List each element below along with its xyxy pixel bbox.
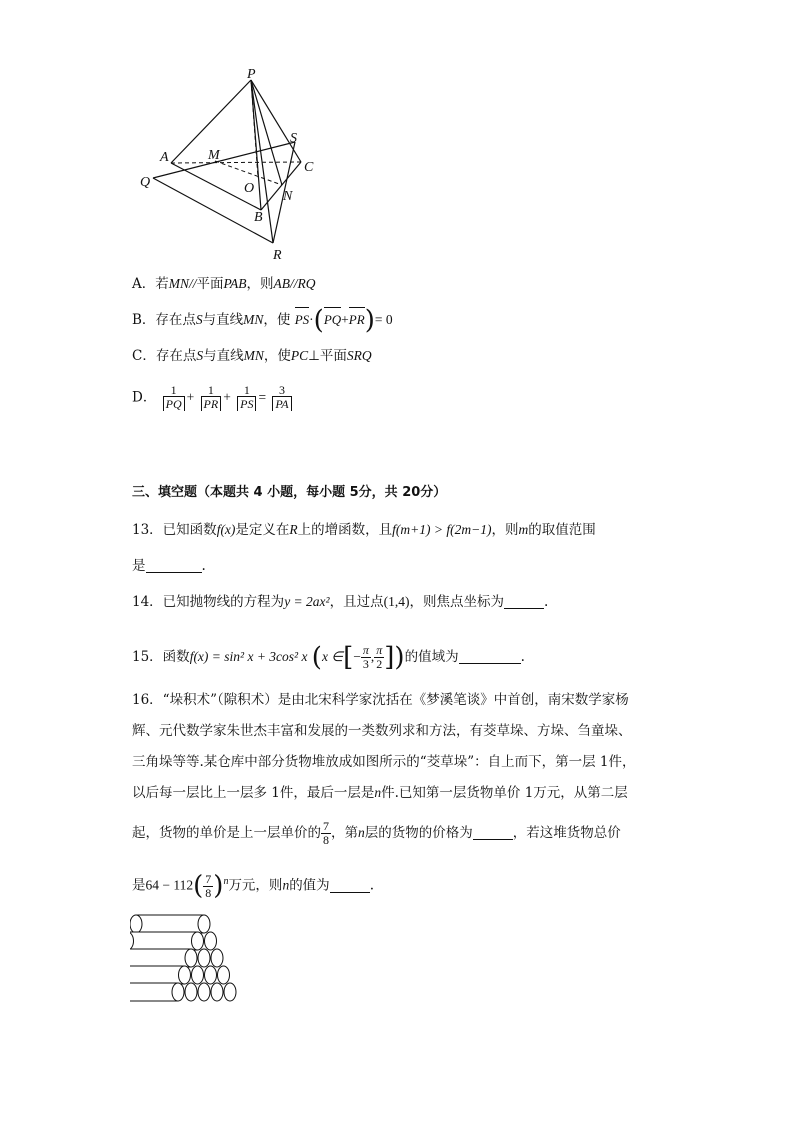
answer-blank-13[interactable] (146, 558, 202, 573)
edge-AC (171, 162, 301, 163)
term-pr: $\frac{1}{PR}$ (201, 384, 222, 412)
log-end (185, 949, 197, 967)
label-M: M (208, 148, 220, 163)
answer-blank-15[interactable] (459, 649, 521, 664)
answer-blank-16b[interactable] (330, 878, 370, 893)
log-end (192, 966, 204, 984)
log-end (192, 932, 204, 950)
log-end (211, 949, 223, 967)
question-16-line2: 辉、元代数学家朱世杰丰富和发展的一类数列求和方法，有茭草垛、方垛、刍童垛、 (132, 723, 632, 739)
log-end (211, 983, 223, 1001)
label-S: S (290, 131, 297, 146)
log-pile-figure (130, 914, 242, 1008)
label-C: C (304, 160, 314, 175)
log-back (130, 915, 142, 933)
question-14: 14．已知抛物线的方程为y = 2ax²，且过点(1,4)，则焦点坐标为 . (132, 594, 549, 610)
log-end (205, 932, 217, 950)
label-Q: Q (140, 175, 151, 190)
log-end (205, 966, 217, 984)
log-body (130, 966, 185, 984)
log-end (198, 915, 210, 933)
tetrahedron-figure (130, 60, 330, 265)
option-b: B．存在点S与直线MN，使 PS·(PQ+PR)= 0 (132, 305, 393, 336)
question-13: 13．已知函数f(x)是定义在R上的增函数，且f(m+1) > f(2m−1)，则m的取值范围 (132, 522, 596, 538)
log-end (185, 983, 197, 1001)
question-16-line5: 起，货物的单价是上一层单价的 $\frac{7}{8}$ ，第n层的货物的价格为 ，若这堆货物总价 (132, 819, 621, 847)
question-13-line2: 是 . (132, 558, 206, 574)
log-body (136, 915, 204, 933)
label-B: B (254, 210, 263, 225)
log-end (198, 983, 210, 1001)
log-end (172, 983, 184, 1001)
edge-BC (261, 162, 301, 210)
question-16-line1: 16．“垛积术”（隙积术）是由北宋科学家沈括在《梦溪笔谈》中首创，南宋数学家杨 (132, 692, 629, 708)
option-d: D． $\frac{1}{PQ}$ + $\frac{1}{PR}$ + $\frac{1}{PS}$ = $\frac{3}{PA}$ (132, 384, 294, 412)
label-R: R (273, 248, 282, 263)
answer-blank-14[interactable] (504, 594, 544, 609)
log-body (130, 983, 178, 1001)
question-16-line3: 三角垛等等.某仓库中部分货物堆放成如图所示的“茭草垛”：自上而下，第一层 1件， (132, 754, 636, 770)
term-pa: $\frac{3}{PA}$ (272, 384, 291, 412)
question-16-line4: 以后每一层比上一层多 1件，最后一层是n件.已知第一层货物单价 1万元，从第二层 (132, 785, 628, 801)
label-N: N (283, 189, 293, 204)
log-end (224, 983, 236, 1001)
log-end (179, 966, 191, 984)
option-a: A．若MN//平面PAB，则AB//RQ (132, 276, 316, 292)
option-c: C．存在点S与直线MN，使PC⊥平面SRQ (132, 348, 372, 364)
log-end (198, 949, 210, 967)
section-title: 三、填空题（本题共 4 小题，每小题 5分，共 20分） (132, 485, 447, 500)
question-16-line6: 是64 − 112( $\frac{7}{8}$ )$^n$万元，则n的值为 . (132, 871, 374, 901)
log-body (130, 949, 191, 967)
edge-PN (251, 80, 282, 185)
term-ps: $\frac{1}{PS}$ (237, 384, 256, 412)
answer-blank-16a[interactable] (473, 825, 513, 840)
term-pq: $\frac{1}{PQ}$ (163, 384, 185, 412)
log-end (218, 966, 230, 984)
label-O: O (244, 181, 255, 196)
question-15: 15．函数f(x) = sin² x + 3cos² x (x ∈[− $\frac{\pi}{3}$ , $\frac{\pi}{2}$ ])的值域为 . (132, 642, 525, 673)
label-A: A (160, 150, 169, 165)
log-body (130, 932, 198, 950)
label-P: P (247, 67, 256, 82)
